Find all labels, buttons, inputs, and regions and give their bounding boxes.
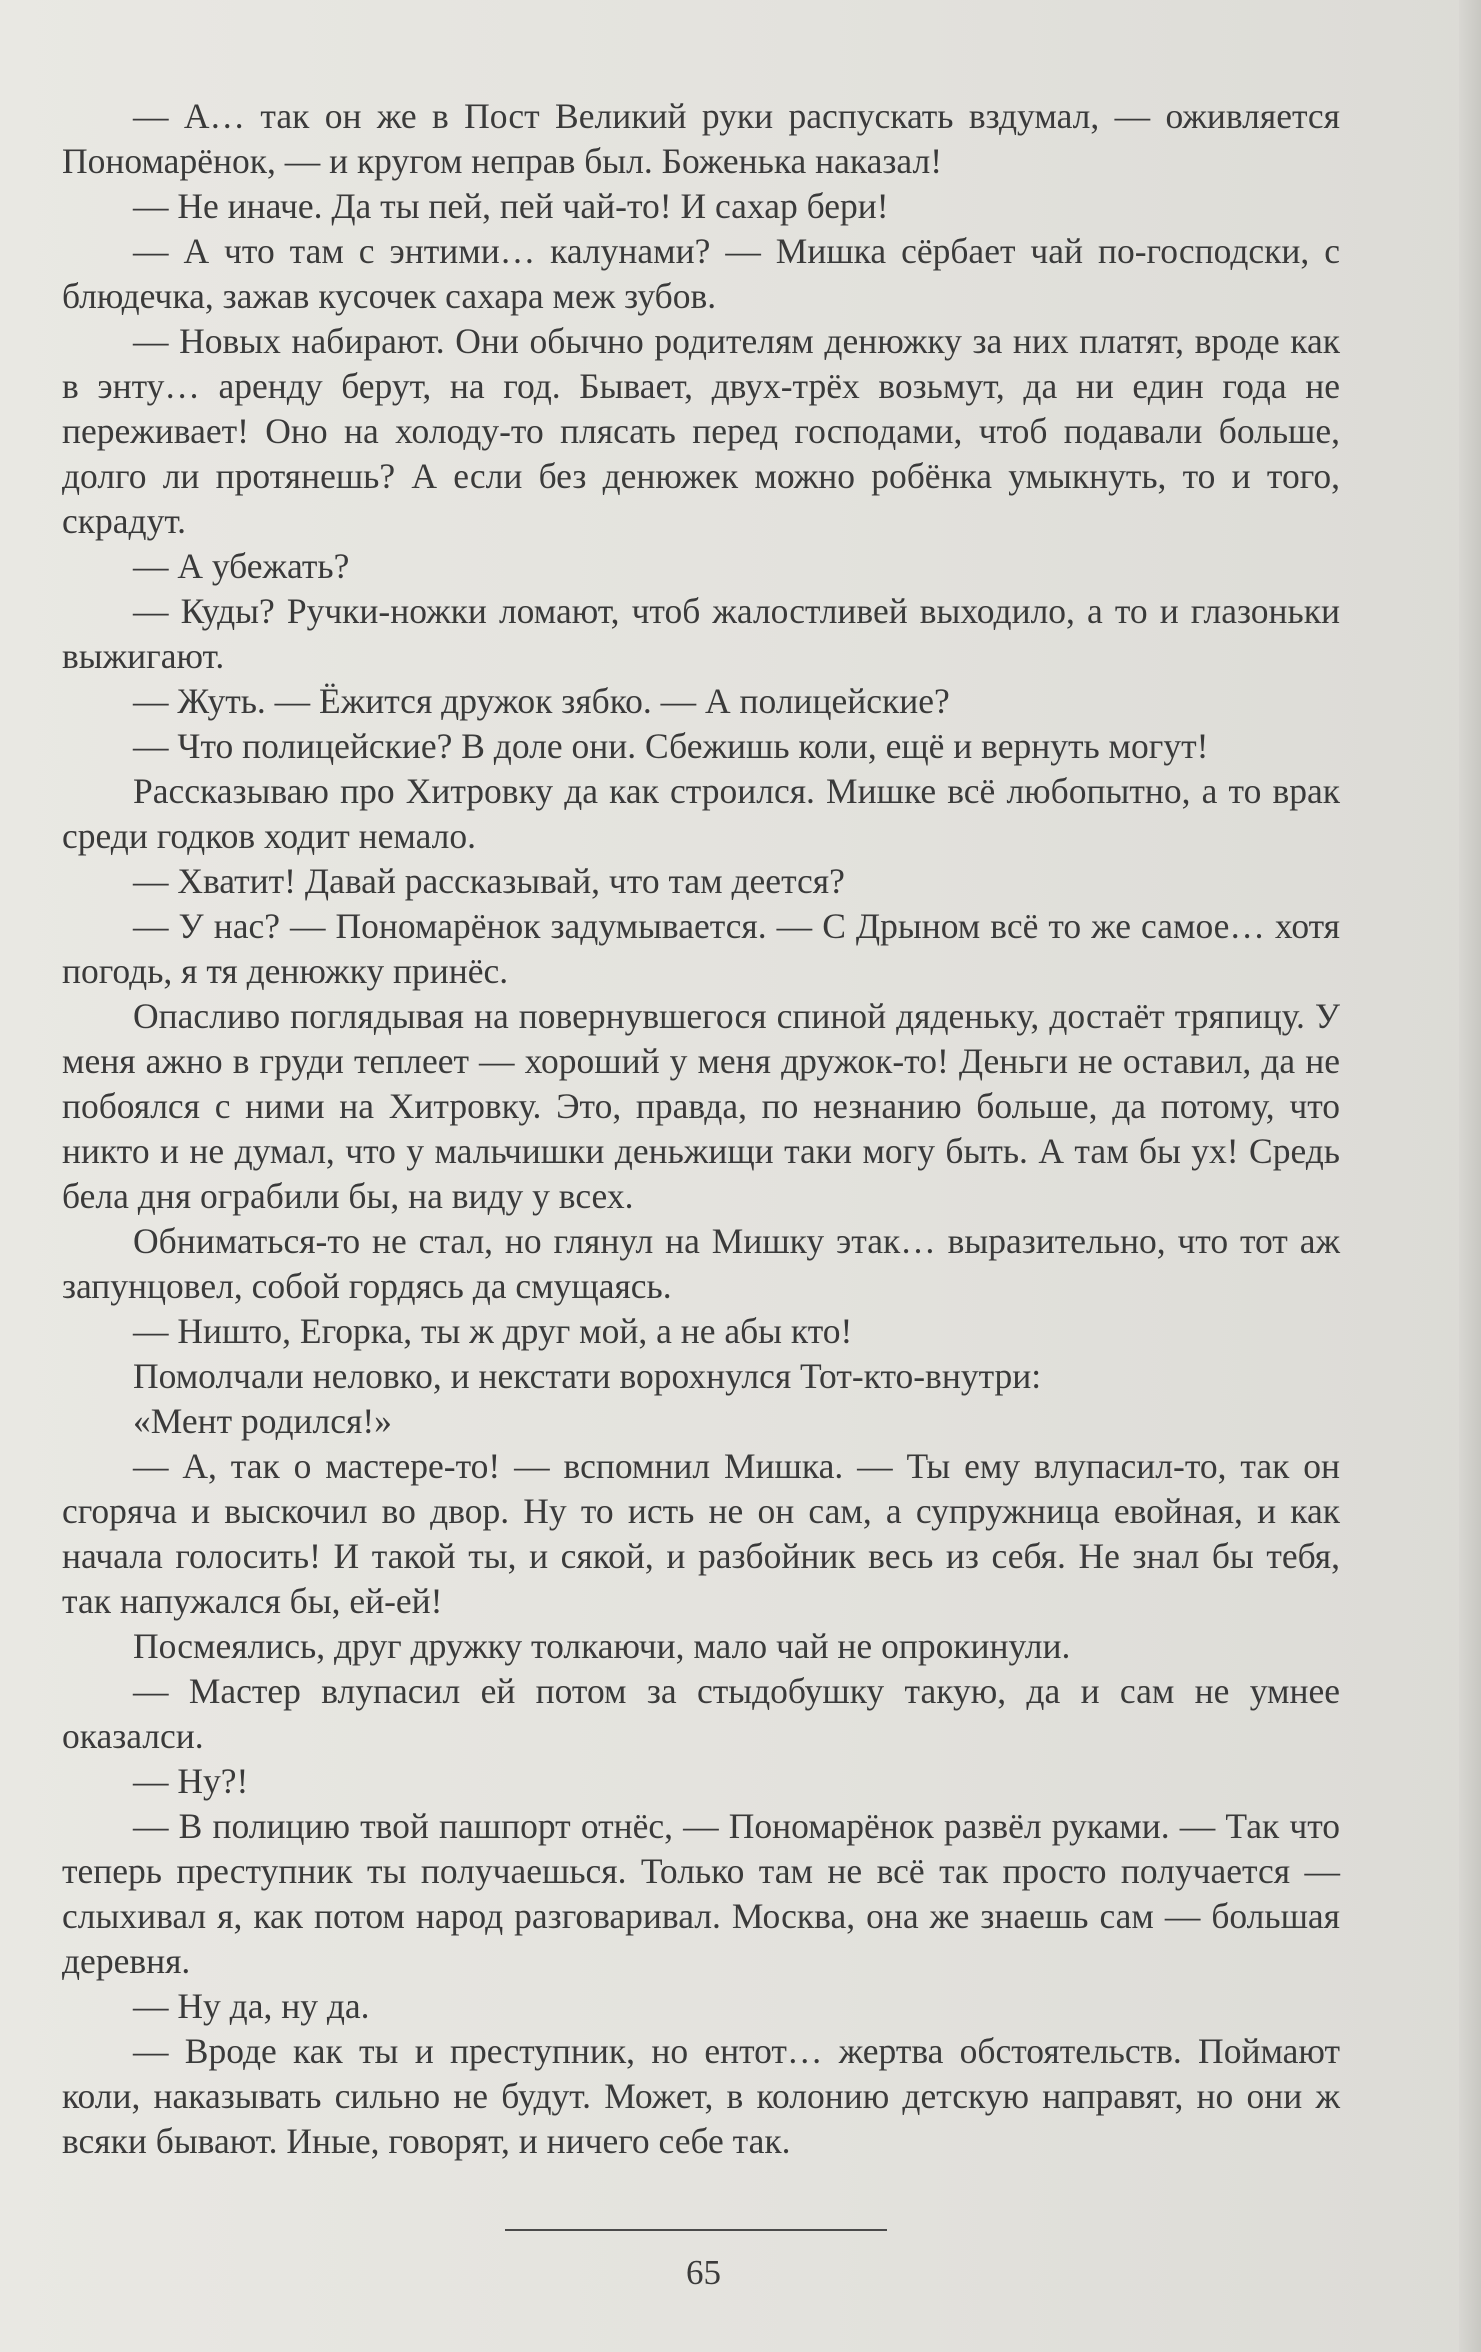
paragraph: — Вроде как ты и преступник, но ентот… жертва обстоятельств. Поймают коли, наказывать сильно не будут. Может, в колонию детскую направят, но они ж всяки бывают. Иные, говорят, и ничего себе так. <box>62 2031 1340 2161</box>
page-edge-shadow <box>1459 0 1481 2352</box>
paragraph: — А… так он же в Пост Великий руки распускать вздумал, — оживляется Пономарёнок, — и кругом неправ был. Боженька наказал! <box>62 96 1340 181</box>
paragraph: — У нас? — Пономарёнок задумывается. — С Дрыном всё то же самое… хотя погодь, я тя денюжку принёс. <box>62 906 1340 991</box>
paragraph: Помолчали неловко, и некстати ворохнулся Тот-кто-внутри: <box>133 1356 1042 1396</box>
paragraph: — Ну да, ну да. <box>133 1986 370 2026</box>
paragraph: — Куды? Ручки-ножки ломают, чтоб жалостливей выходило, а то и глазоньки выжигают. <box>62 591 1340 676</box>
paragraph: «Мент родился!» <box>133 1401 392 1441</box>
paragraph: Рассказываю про Хитровку да как строился. Мишке всё любопытно, а то врак среди годков ходит немало. <box>62 771 1340 856</box>
paragraph: — Жуть. — Ёжится дружок зябко. — А полицейские? <box>133 681 950 721</box>
paragraph: — А, так о мастере-то! — вспомнил Мишка. — Ты ему влупасил-то, так он сгоряча и выскочил во двор. Ну то исть не он сам, а супружница евойная, и как начала голосить! И такой ты, и сякой, и разбойник весь из себя. Не знал бы тебя, так напужался бы, ей-ей! <box>62 1446 1340 1621</box>
paragraph: — В полицию твой пашпорт отнёс, — Пономарёнок развёл руками. — Так что теперь преступник ты получаешься. Только там не всё так просто получается — слыхивал я, как потом народ разговаривал. Москва, она же знаешь сам — большая деревня. <box>62 1806 1340 1981</box>
body-text <box>62 94 1340 2164</box>
paragraph: — Не иначе. Да ты пей, пей чай-то! И сахар бери! <box>133 186 889 226</box>
paragraph: Обниматься-то не стал, но глянул на Мишку этак… выразительно, что тот аж запунцовел, собой гордясь да смущаясь. <box>62 1221 1340 1306</box>
paragraph: Посмеялись, друг дружку толкаючи, мало чай не опрокинули. <box>133 1626 1071 1666</box>
footer-rule <box>505 2229 887 2231</box>
paragraph: — Хватит! Давай рассказывай, что там деется? <box>133 861 845 901</box>
paragraph: — Новых набирают. Они обычно родителям денюжку за них платят, вроде как в энту… аренду берут, на год. Бывает, двух-трёх возьмут, да ни един года не переживает! Оно на холоду-то плясать перед господами, чтоб подавали больше, долго ли протянешь? А если без денюжек можно робёнка умыкнуть, то и того, скрадут. <box>62 321 1340 541</box>
paragraph: — Мастер влупасил ей потом за стыдобушку такую, да и сам не умнее оказалси. <box>62 1671 1340 1756</box>
page-number: 65 <box>686 2253 721 2292</box>
paragraph: — Ништо, Егорка, ты ж друг мой, а не абы кто! <box>133 1311 853 1351</box>
paragraph: — Ну?! <box>133 1761 249 1801</box>
paragraph: — А что там с энтими… калунами? — Мишка сёрбает чай по-господски, с блюдечка, зажав кусочек сахара меж зубов. <box>62 231 1340 316</box>
paragraph: — Что полицейские? В доле они. Сбежишь коли, ещё и вернуть могут! <box>133 726 1209 766</box>
paragraph: — А убежать? <box>133 546 350 586</box>
paragraph: Опасливо поглядывая на повернувшегося спиной дяденьку, достаёт тряпицу. У меня ажно в груди теплеет — хороший у меня дружок-то! Деньги не оставил, да не побоялся с ними на Хитровку. Это, правда, по незнанию больше, да потому, что никто и не думал, что у мальчишки деньжищи таки могу быть. А там бы ух! Средь бела дня ограбили бы, на виду у всех. <box>62 996 1340 1216</box>
